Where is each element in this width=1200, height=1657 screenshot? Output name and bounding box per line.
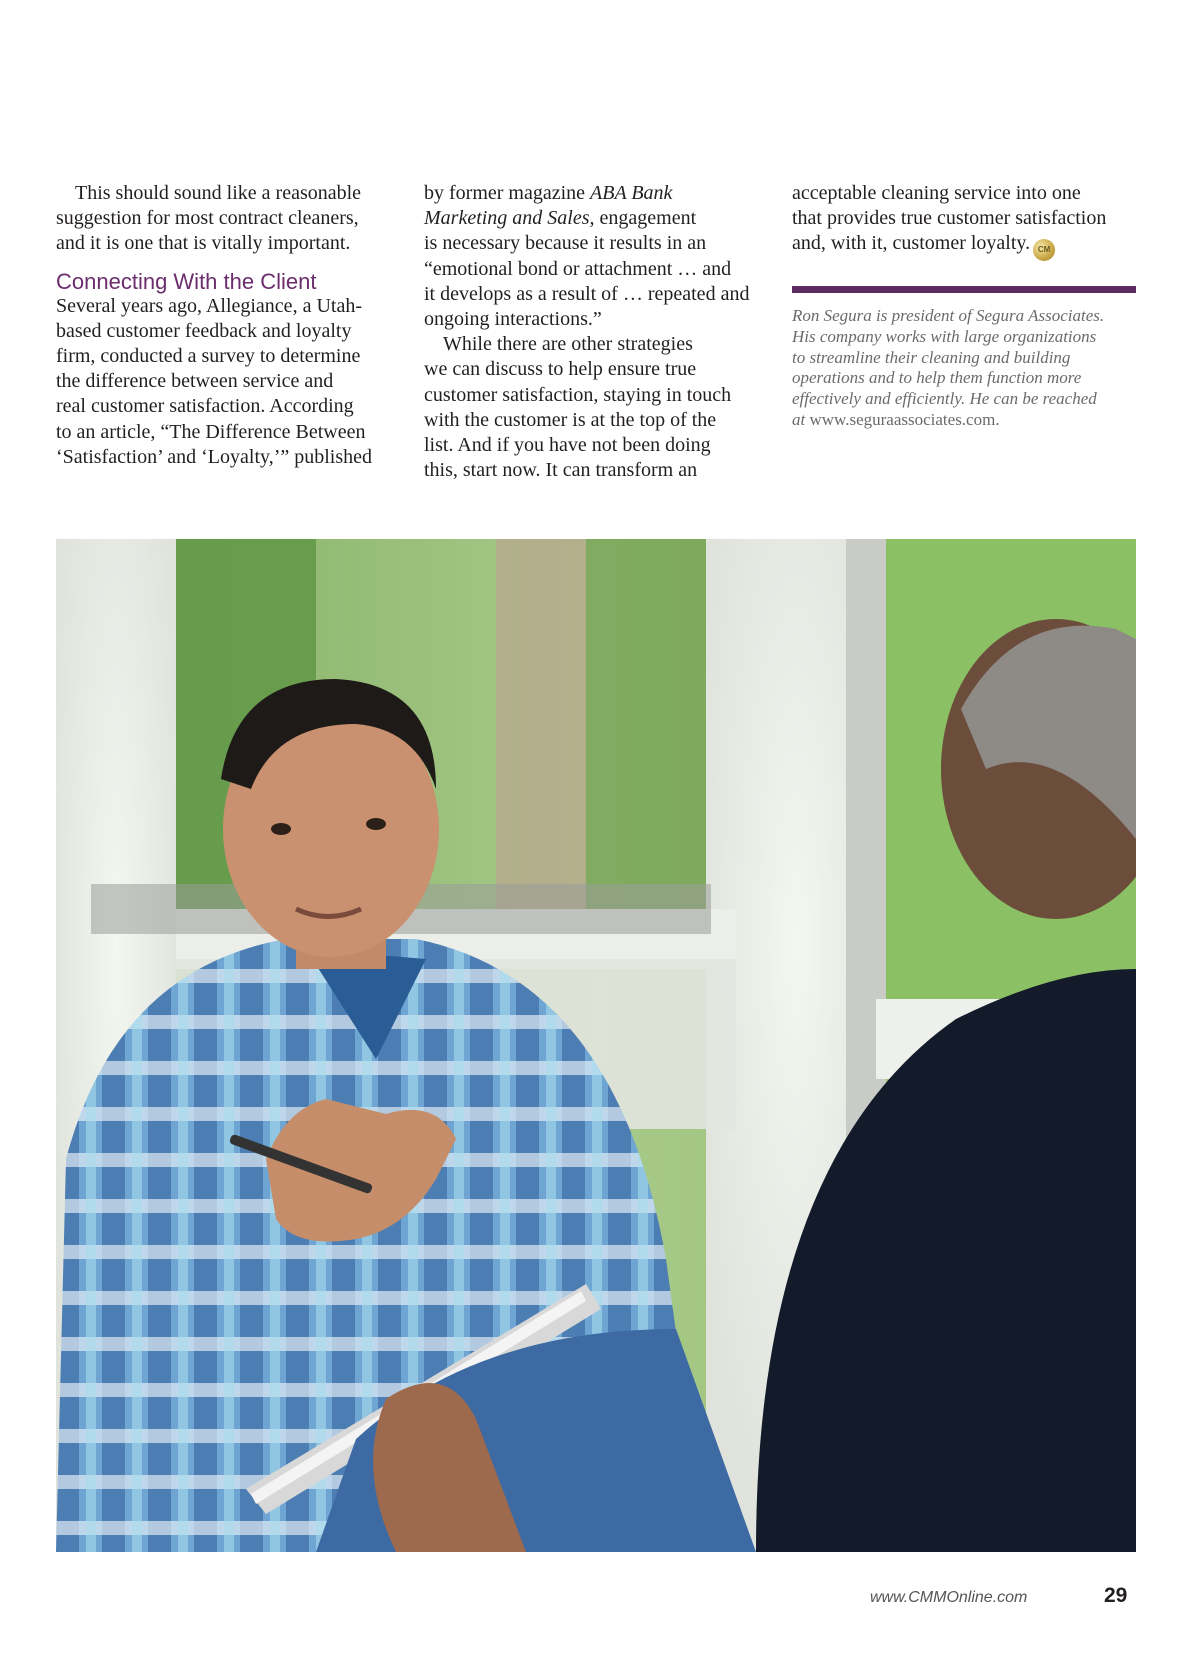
paragraph-line: real customer satisfaction. According <box>56 395 354 418</box>
paragraph-line: we can discuss to help ensure true <box>424 358 697 381</box>
cm-end-mark-icon: CM <box>1033 239 1055 261</box>
paragraph-line: is necessary because it results in an <box>424 232 707 255</box>
text-run: engagement <box>594 207 697 230</box>
paragraph-line <box>792 231 1137 261</box>
paragraph-line: that provides true customer satisfaction <box>792 207 1107 230</box>
bio-line: His company works with large organizations <box>792 326 1097 346</box>
author-bio-rule <box>792 286 1136 293</box>
paragraph-line: While there are other strategies <box>443 333 693 356</box>
paragraph-line: with the customer is at the top of the <box>424 408 717 431</box>
text-run: and, with it, customer loyalty. <box>792 232 1031 255</box>
text-run: at <box>792 409 810 429</box>
conversation-photo-illustration <box>56 539 1136 1552</box>
footer-website[interactable]: www.CMMOnline.com <box>870 1589 1028 1606</box>
bio-line: to streamline their cleaning and building <box>792 347 1071 367</box>
paragraph-line: acceptable cleaning service into one <box>792 182 1081 204</box>
paragraph-line <box>424 206 769 231</box>
author-bio <box>792 306 1137 431</box>
section-heading: Connecting With the Client <box>56 268 317 294</box>
paragraph-line: list. And if you have not been doing <box>424 434 711 457</box>
paragraph-line <box>424 181 769 206</box>
paragraph-line: the difference between service and <box>56 370 334 393</box>
article-photo <box>56 539 1136 1552</box>
publication-title: ABA Bank <box>590 182 673 204</box>
paragraph-line: and it is one that is vitally important. <box>56 232 351 255</box>
paragraph-line: it develops as a result of … repeated and <box>424 282 750 305</box>
paragraph-line: ongoing interactions.” <box>424 308 602 331</box>
bio-line: effectively and efficiently. He can be reached <box>792 389 1097 409</box>
paragraph-line: ‘Satisfaction’ and ‘Loyalty,’” published <box>56 445 373 468</box>
paragraph-line: This should sound like a reasonable <box>75 182 362 204</box>
bio-line: operations and to help them function more <box>792 368 1082 388</box>
paragraph-line: Several years ago, Allegiance, a Utah- <box>56 294 362 317</box>
column-2 <box>424 181 769 483</box>
paragraph-line: this, start now. It can transform an <box>424 459 698 482</box>
bio-line <box>792 410 1137 431</box>
paragraph-line: based customer feedback and loyalty <box>56 319 352 342</box>
page-number: 29 <box>1104 1584 1128 1607</box>
paragraph-line: customer satisfaction, staying in touch <box>424 383 732 406</box>
column-1 <box>56 181 401 470</box>
paragraph-line: to an article, “The Difference Between <box>56 420 366 443</box>
author-website-link[interactable]: www.seguraassociates.com. <box>809 409 1000 429</box>
text-run: by former magazine <box>424 182 591 204</box>
bio-line: Ron Segura is president of Segura Associates. <box>792 306 1105 325</box>
publication-title: Marketing and Sales, <box>424 207 595 230</box>
paragraph-line: suggestion for most contract cleaners, <box>56 207 359 230</box>
paragraph-line: “emotional bond or attachment … and <box>424 257 732 280</box>
paragraph-line: firm, conducted a survey to determine <box>56 345 361 368</box>
column-3 <box>792 181 1137 261</box>
